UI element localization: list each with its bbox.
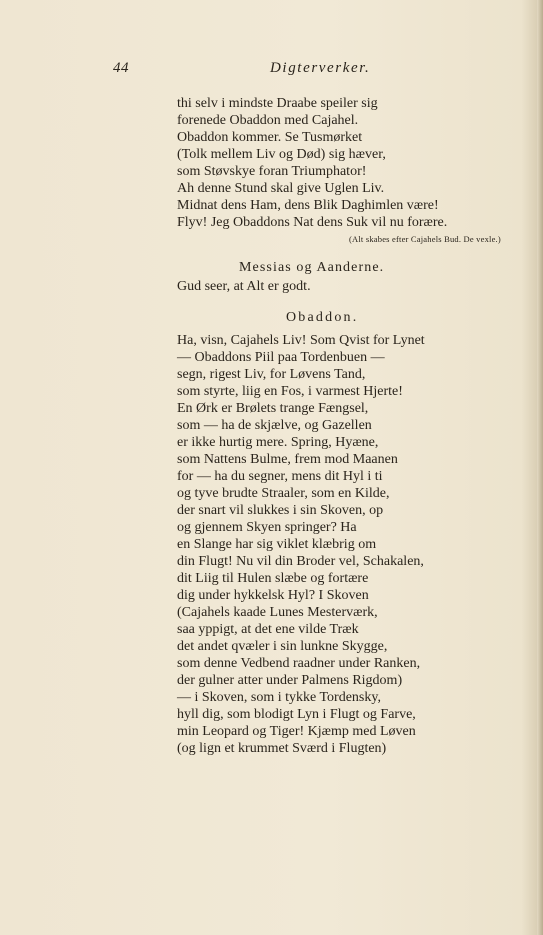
verse-line: segn, rigest Liv, for Løvens Tand, <box>177 367 366 382</box>
verse-line: og gjennem Skyen springer? Ha <box>177 520 357 535</box>
stage-direction: (Alt skabes efter Cajahels Bud. De vexle.) <box>349 234 501 244</box>
verse-line: som Støvskye foran Triumphator! <box>177 164 367 179</box>
verse-line: dit Liig til Hulen slæbe og fortære <box>177 571 369 586</box>
page-number: 44 <box>113 60 129 76</box>
verse-line: der gulner atter under Palmens Rigdom) <box>177 673 403 688</box>
verse-line: hyll dig, som blodigt Lyn i Flugt og Farve, <box>177 707 416 722</box>
verse-line: som styrte, liig en Fos, i varmest Hjerte! <box>177 384 403 399</box>
verse-line: som denne Vedbend raadner under Ranken, <box>177 656 421 671</box>
verse-line: din Flugt! Nu vil din Broder vel, Schakalen, <box>177 554 424 569</box>
verse-line: forenede Obaddon med Cajahel. <box>177 113 359 128</box>
verse-line: og tyve brudte Straaler, som en Kilde, <box>177 486 390 501</box>
verse-line: det andet qvæler i sin lunkne Skygge, <box>177 639 388 654</box>
verse-line: der snart vil slukkes i sin Skoven, op <box>177 503 384 518</box>
verse-line: som — ha de skjælve, og Gazellen <box>177 418 372 433</box>
verse-block-after <box>177 332 425 757</box>
verse-block-before <box>177 95 447 231</box>
verse-line: en Slange har sig viklet klæbrig om <box>177 537 377 552</box>
verse-line: thi selv i mindste Draabe speiler sig <box>177 96 378 111</box>
verse-line: Obaddon kommer. Se Tusmørket <box>177 130 363 145</box>
verse-line: — Obaddons Piil paa Tordenbuen — <box>177 350 385 365</box>
verse-line: saa yppigt, at det ene vilde Træk <box>177 622 359 637</box>
verse-line: En Ørk er Brølets trange Fængsel, <box>177 401 369 416</box>
speaker-line: Gud seer, at Alt er godt. <box>177 279 311 294</box>
page-edge <box>537 0 543 935</box>
verse-line: Midnat dens Ham, dens Blik Daghimlen være! <box>177 198 439 213</box>
verse-line: (Cajahels kaade Lunes Mesterværk, <box>177 605 378 620</box>
verse-line: (og lign et krummet Sværd i Flugten) <box>177 741 387 756</box>
verse-line: Flyv! Jeg Obaddons Nat dens Suk vil nu forære. <box>177 215 448 230</box>
verse-line: dig under hykkelsk Hyl? I Skoven <box>177 588 369 603</box>
running-title: Digterverker. <box>270 60 371 76</box>
verse-line: er ikke hurtig mere. Spring, Hyæne, <box>177 435 379 450</box>
verse-line: for — ha du segner, mens dit Hyl i ti <box>177 469 383 484</box>
speaker-heading: Obaddon. <box>286 310 359 325</box>
speaker-heading: Messias og Aanderne. <box>239 260 385 275</box>
verse-line: Ha, visn, Cajahels Liv! Som Qvist for Lynet <box>177 333 425 348</box>
verse-line: Ah denne Stund skal give Uglen Liv. <box>177 181 385 196</box>
verse-line: (Tolk mellem Liv og Død) sig hæver, <box>177 147 386 162</box>
verse-line: — i Skoven, som i tykke Tordensky, <box>177 690 381 705</box>
running-head <box>0 60 543 80</box>
verse-line: som Nattens Bulme, frem mod Maanen <box>177 452 398 467</box>
verse-line: min Leopard og Tiger! Kjæmp med Løven <box>177 724 416 739</box>
